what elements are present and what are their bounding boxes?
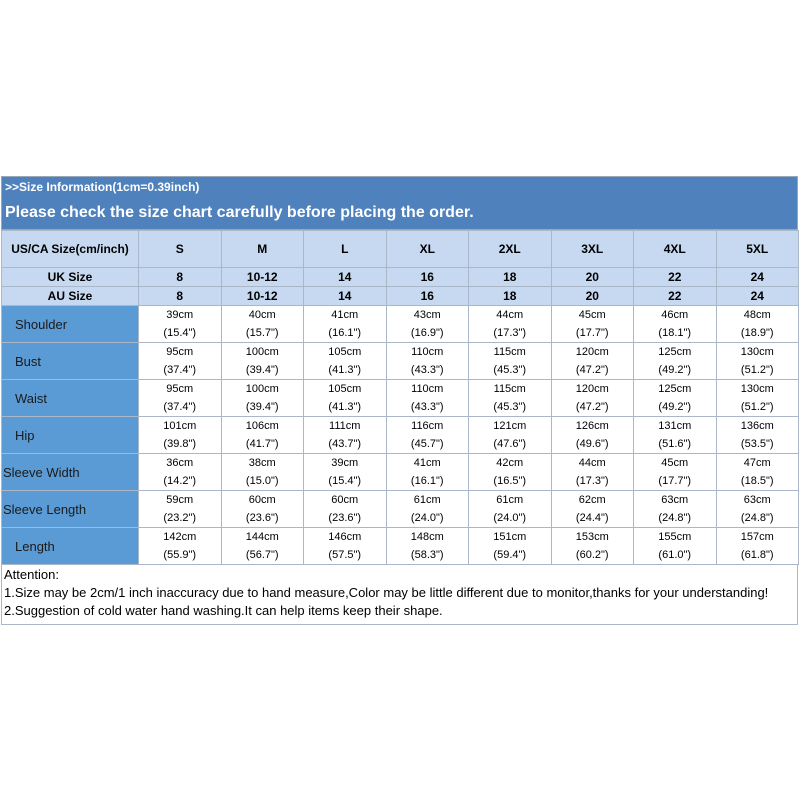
- cm-value: 38cm: [248, 457, 276, 469]
- measurement-cell: [634, 491, 717, 528]
- cm-value: 144cm: [245, 531, 279, 543]
- measurement-cell: [304, 417, 387, 454]
- measurement-cell: [716, 454, 799, 491]
- cm-value: 151cm: [493, 531, 527, 543]
- au-size-value: 18: [469, 287, 552, 306]
- measurement-cell: [386, 380, 469, 417]
- order-notice: Please check the size chart carefully before placing the order.: [1, 197, 798, 230]
- au-size-value: 16: [386, 287, 469, 306]
- measurement-label: Bust: [2, 343, 139, 380]
- measurement-cell: [551, 417, 634, 454]
- uk-size-row: [2, 268, 799, 287]
- measurement-label: Sleeve Width: [2, 454, 139, 491]
- inch-value: (53.5"): [740, 438, 774, 450]
- cm-value: 46cm: [661, 309, 689, 321]
- inch-value: (23.2"): [163, 512, 197, 524]
- inch-value: (55.9"): [163, 549, 197, 561]
- cm-value: 110cm: [411, 346, 444, 358]
- inch-value: (17.7"): [575, 327, 609, 339]
- cm-value: 60cm: [331, 494, 359, 506]
- inch-value: (56.7"): [245, 549, 279, 561]
- measurement-cell: [469, 528, 552, 565]
- measurement-cell: [221, 528, 304, 565]
- cm-value: 106cm: [245, 420, 279, 432]
- inch-value: (51.6"): [658, 438, 692, 450]
- measurement-cell: [139, 380, 222, 417]
- cm-value: 43cm: [413, 309, 441, 321]
- inch-value: (47.2"): [575, 364, 609, 376]
- inch-value: (61.0"): [658, 549, 692, 561]
- au-size-value: 10-12: [221, 287, 304, 306]
- measurement-cell: [469, 343, 552, 380]
- au-size-label: AU Size: [2, 287, 139, 306]
- inch-value: (57.5"): [328, 549, 362, 561]
- inch-value: (49.6"): [575, 438, 609, 450]
- cm-value: 47cm: [743, 457, 771, 469]
- measurement-cell: [469, 491, 552, 528]
- measurement-cell: [716, 380, 799, 417]
- cm-value: 60cm: [248, 494, 276, 506]
- measurement-cell: [551, 491, 634, 528]
- inch-value: (24.8"): [658, 512, 692, 524]
- cm-value: 148cm: [410, 531, 444, 543]
- measurement-cell: [139, 417, 222, 454]
- uk-size-label: UK Size: [2, 268, 139, 287]
- au-size-row: [2, 287, 799, 306]
- inch-value: (41.3"): [328, 364, 362, 376]
- measurement-cell: [634, 306, 717, 343]
- inch-value: (18.1"): [658, 327, 692, 339]
- cm-value: 61cm: [413, 494, 441, 506]
- uk-size-value: 24: [716, 268, 799, 287]
- measurement-cell: [716, 306, 799, 343]
- inch-value: (47.6"): [493, 438, 527, 450]
- inch-value: (24.0"): [410, 512, 444, 524]
- measurement-row: [2, 491, 799, 528]
- measurement-cell: [386, 491, 469, 528]
- cm-value: 105cm: [328, 346, 362, 358]
- measurement-cell: [634, 454, 717, 491]
- measurement-cell: [634, 343, 717, 380]
- cm-value: 100cm: [245, 346, 279, 358]
- cm-value: 59cm: [166, 494, 194, 506]
- measurement-cell: [304, 454, 387, 491]
- inch-value: (17.7"): [658, 475, 692, 487]
- measurement-cell: [139, 491, 222, 528]
- cm-value: 39cm: [331, 457, 359, 469]
- measurement-cell: [221, 417, 304, 454]
- inch-value: (15.0"): [245, 475, 279, 487]
- attention-title: Attention:: [4, 567, 59, 582]
- measurement-cell: [221, 343, 304, 380]
- measurement-cell: [386, 343, 469, 380]
- us-size-label: US/CA Size(cm/inch): [2, 231, 139, 268]
- measurement-cell: [716, 417, 799, 454]
- cm-value: 121cm: [493, 420, 527, 432]
- inch-value: (16.5"): [493, 475, 527, 487]
- cm-value: 131cm: [658, 420, 692, 432]
- cm-value: 155cm: [658, 531, 692, 543]
- cm-value: 110cm: [411, 383, 444, 395]
- inch-value: (59.4"): [493, 549, 527, 561]
- cm-value: 44cm: [496, 309, 524, 321]
- measurement-cell: [386, 454, 469, 491]
- measurement-cell: [469, 417, 552, 454]
- inch-value: (41.7"): [245, 438, 279, 450]
- size-header: S: [139, 231, 222, 268]
- measurement-row: [2, 528, 799, 565]
- measurement-cell: [716, 491, 799, 528]
- attention-line-1: 1.Size may be 2cm/1 inch inaccuracy due to hand measure,Color may be little different due to monitor,thanks for your understanding!: [4, 585, 769, 600]
- measurement-cell: [139, 306, 222, 343]
- measurement-label: Length: [2, 528, 139, 565]
- inch-value: (39.4"): [245, 364, 279, 376]
- size-header: L: [304, 231, 387, 268]
- measurement-cell: [386, 528, 469, 565]
- inch-value: (15.7"): [245, 327, 279, 339]
- inch-value: (14.2"): [163, 475, 197, 487]
- measurement-cell: [551, 343, 634, 380]
- inch-value: (18.9"): [740, 327, 774, 339]
- cm-value: 95cm: [166, 346, 194, 358]
- inch-value: (17.3"): [493, 327, 527, 339]
- size-chart: [1, 176, 798, 625]
- measurement-cell: [304, 343, 387, 380]
- measurement-cell: [469, 380, 552, 417]
- cm-value: 45cm: [578, 309, 606, 321]
- measurement-row: [2, 343, 799, 380]
- inch-value: (23.6"): [328, 512, 362, 524]
- measurement-label: Shoulder: [2, 306, 139, 343]
- cm-value: 39cm: [166, 309, 194, 321]
- cm-value: 48cm: [743, 309, 771, 321]
- cm-value: 100cm: [245, 383, 279, 395]
- inch-value: (16.9"): [410, 327, 444, 339]
- measurement-row: [2, 454, 799, 491]
- au-size-value: 20: [551, 287, 634, 306]
- inch-value: (39.4"): [245, 401, 279, 413]
- inch-value: (45.7"): [410, 438, 444, 450]
- cm-value: 44cm: [578, 457, 606, 469]
- cm-value: 120cm: [575, 383, 609, 395]
- attention-notes: [1, 565, 798, 625]
- cm-value: 116cm: [411, 420, 444, 432]
- measurement-cell: [304, 491, 387, 528]
- measurement-cell: [551, 454, 634, 491]
- measurement-label: Hip: [2, 417, 139, 454]
- cm-value: 105cm: [328, 383, 362, 395]
- cm-value: 125cm: [658, 383, 692, 395]
- cm-value: 157cm: [740, 531, 774, 543]
- measurement-cell: [221, 454, 304, 491]
- inch-value: (60.2"): [575, 549, 609, 561]
- measurement-cell: [551, 380, 634, 417]
- inch-value: (37.4"): [163, 364, 197, 376]
- cm-value: 42cm: [496, 457, 524, 469]
- au-size-value: 14: [304, 287, 387, 306]
- inch-value: (16.1"): [410, 475, 444, 487]
- cm-value: 146cm: [328, 531, 362, 543]
- cm-value: 36cm: [166, 457, 194, 469]
- cm-value: 130cm: [740, 346, 774, 358]
- inch-value: (51.2"): [740, 401, 774, 413]
- cm-value: 142cm: [163, 531, 197, 543]
- cm-value: 41cm: [331, 309, 359, 321]
- measurement-cell: [386, 306, 469, 343]
- cm-value: 153cm: [575, 531, 609, 543]
- measurement-cell: [221, 491, 304, 528]
- size-header: 3XL: [551, 231, 634, 268]
- inch-value: (23.6"): [245, 512, 279, 524]
- uk-size-value: 20: [551, 268, 634, 287]
- inch-value: (15.4"): [163, 327, 197, 339]
- inch-value: (43.3"): [410, 401, 444, 413]
- cm-value: 115cm: [493, 346, 526, 358]
- cm-value: 120cm: [575, 346, 609, 358]
- measurement-cell: [221, 306, 304, 343]
- measurement-row: [2, 417, 799, 454]
- cm-value: 45cm: [661, 457, 689, 469]
- au-size-value: 8: [139, 287, 222, 306]
- cm-value: 62cm: [578, 494, 606, 506]
- cm-value: 63cm: [661, 494, 689, 506]
- measurement-cell: [139, 343, 222, 380]
- inch-value: (18.5"): [740, 475, 774, 487]
- size-table: [1, 230, 799, 565]
- au-size-value: 22: [634, 287, 717, 306]
- measurement-cell: [551, 528, 634, 565]
- inch-value: (24.4"): [575, 512, 609, 524]
- measurement-cell: [551, 306, 634, 343]
- inch-value: (61.8"): [740, 549, 774, 561]
- measurement-cell: [386, 417, 469, 454]
- inch-value: (41.3"): [328, 401, 362, 413]
- inch-value: (49.2"): [658, 364, 692, 376]
- measurement-cell: [716, 343, 799, 380]
- measurement-cell: [634, 417, 717, 454]
- measurement-cell: [634, 528, 717, 565]
- uk-size-value: 14: [304, 268, 387, 287]
- measurement-cell: [139, 454, 222, 491]
- inch-value: (16.1"): [328, 327, 362, 339]
- size-header: M: [221, 231, 304, 268]
- measurement-label: Waist: [2, 380, 139, 417]
- measurement-cell: [469, 454, 552, 491]
- attention-line-2: 2.Suggestion of cold water hand washing.It can help items keep their shape.: [4, 603, 443, 618]
- inch-value: (43.7"): [328, 438, 362, 450]
- cm-value: 101cm: [163, 420, 197, 432]
- size-header: 2XL: [469, 231, 552, 268]
- inch-value: (24.8"): [740, 512, 774, 524]
- measurement-cell: [304, 306, 387, 343]
- inch-value: (49.2"): [658, 401, 692, 413]
- cm-value: 40cm: [248, 309, 276, 321]
- size-header: XL: [386, 231, 469, 268]
- size-header: 5XL: [716, 231, 799, 268]
- inch-value: (24.0"): [493, 512, 527, 524]
- inch-value: (58.3"): [410, 549, 444, 561]
- measurement-row: [2, 380, 799, 417]
- inch-value: (45.3"): [493, 401, 527, 413]
- measurement-label: Sleeve Length: [2, 491, 139, 528]
- size-header: 4XL: [634, 231, 717, 268]
- uk-size-value: 22: [634, 268, 717, 287]
- cm-value: 115cm: [493, 383, 526, 395]
- inch-value: (15.4"): [328, 475, 362, 487]
- cm-value: 136cm: [740, 420, 774, 432]
- uk-size-value: 10-12: [221, 268, 304, 287]
- cm-value: 95cm: [166, 383, 194, 395]
- measurement-cell: [139, 528, 222, 565]
- inch-value: (17.3"): [575, 475, 609, 487]
- measurement-cell: [304, 528, 387, 565]
- cm-value: 130cm: [740, 383, 774, 395]
- au-size-value: 24: [716, 287, 799, 306]
- inch-value: (45.3"): [493, 364, 527, 376]
- inch-value: (51.2"): [740, 364, 774, 376]
- inch-value: (37.4"): [163, 401, 197, 413]
- size-info-heading: >>Size Information(1cm=0.39inch): [1, 176, 798, 197]
- cm-value: 41cm: [413, 457, 441, 469]
- measurement-cell: [469, 306, 552, 343]
- cm-value: 63cm: [743, 494, 771, 506]
- inch-value: (43.3"): [410, 364, 444, 376]
- measurement-row: [2, 306, 799, 343]
- measurement-cell: [304, 380, 387, 417]
- measurement-cell: [221, 380, 304, 417]
- uk-size-value: 8: [139, 268, 222, 287]
- uk-size-value: 18: [469, 268, 552, 287]
- cm-value: 126cm: [575, 420, 609, 432]
- cm-value: 111cm: [329, 420, 361, 432]
- cm-value: 125cm: [658, 346, 692, 358]
- inch-value: (47.2"): [575, 401, 609, 413]
- measurement-cell: [716, 528, 799, 565]
- us-size-row: [2, 231, 799, 268]
- inch-value: (39.8"): [163, 438, 197, 450]
- uk-size-value: 16: [386, 268, 469, 287]
- measurement-cell: [634, 380, 717, 417]
- cm-value: 61cm: [496, 494, 524, 506]
